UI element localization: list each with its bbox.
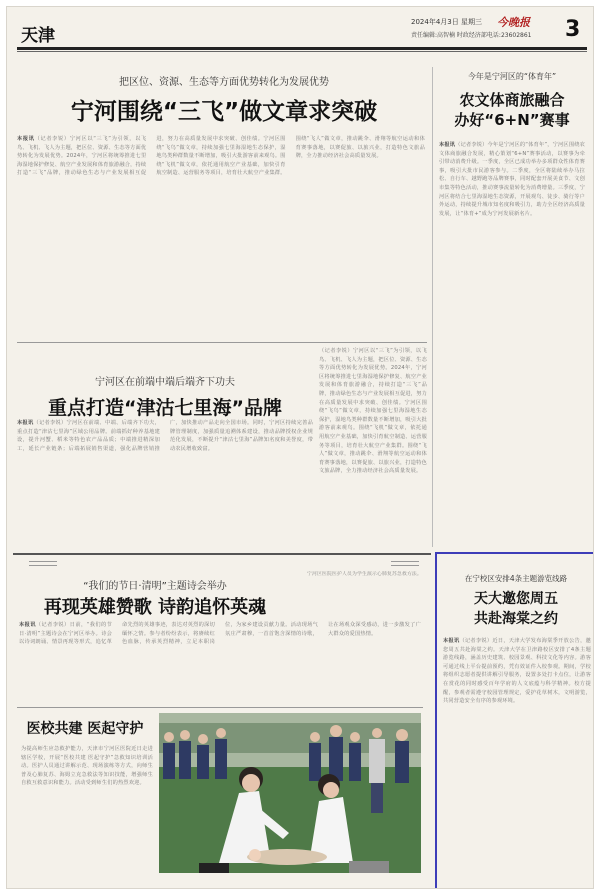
sidebar-headline-1: 农文体商旅融合 [459,91,565,109]
article2-text: （记者李锐）宁河区在前端、中端、后端齐下功夫，重点打造“津沽七里海”区域公用品牌。前端抓好种养基地建设，提升河蟹、稻米等特色农产品品质；中端推进精深加工，延长产业链条；后端拓展销售渠道，强化品牌营销推广，加快推动产品走向全国市场。同时，宁河区持续完善品牌管理制度，加强质量追溯体系建设，推动品牌授权企业规范化发展，不断提升“津沽七里海”品牌知名度和美誉度，带动农民增收致富。 [17,420,313,452]
sidebar-kicker: 今年是宁河区的“体育年” [467,72,557,81]
ornament-left [29,561,57,566]
highlight-body [443,637,591,887]
article3-text: （记者李锐）日前，“我们的节日·清明”主题诗会在宁河区举办。诗会以诗词朗诵、情景再现等形式，追忆革命先烈的英雄事迹，表达对英烈的深切缅怀之情。参与者纷纷表示，将赓续红色血脉，传承英烈精神，立足本职岗位，为家乡建设贡献力量。活动现场气氛庄严肃穆，一首首饱含深情的诗歌，让在场观众深受感动，进一步激发了广大群众的爱国热情。 [19,622,421,646]
highlight-headline-2: 共赴海棠之约 [474,611,558,627]
article2-body [17,419,313,547]
section-rule-3 [17,707,423,708]
photo-illustration [159,713,421,873]
newspaper-page [6,6,594,889]
section-rule-1 [17,342,427,343]
article3-kicker: “我们的节日·清明”主题诗会举办 [83,581,227,592]
issue-date: 2024年4月3日 星期三 [411,18,482,26]
highlight-headline-1: 天大邀您周五 [474,591,558,607]
sidebar-body [439,141,585,541]
article1-lead: 本报讯 [17,136,35,142]
page-number: 3 [565,17,581,42]
column-divider [432,67,433,547]
article2-lead: 本报讯 [17,420,34,426]
article1-headline: 宁河围绕“三飞”做文章求突破 [70,99,378,125]
highlight-lead: 本报讯 [443,638,460,644]
article1-kicker: 把区位、资源、生态等方面优势转化为发展优势 [119,77,329,88]
article4-body: 为提高师生应急救护能力，天津市宁河区医院近日走进辖区学校，开展“医校共建 医起守护”急救知识培训活动。医护人员通过讲解示范、现场演练等方式，向师生普及心肺复苏、海姆立克急救法等知识技能，增强师生自救互救意识和能力。活动受到师生们的热烈欢迎。 [21,746,153,787]
article4-headline: 医校共建 医起守护 [26,721,144,737]
cpr-training-photo [159,713,421,873]
article3-body [19,621,421,703]
section-rule-2 [13,553,431,555]
editor-line: 责任编辑:高智楠 时政经济部电话:23602861 [411,32,532,39]
ornament-right [391,561,419,566]
newspaper-logo: 今晚报 [497,16,530,29]
sidebar-lead: 本报讯 [439,142,456,148]
article3-headline: 再现英雄赞歌 诗韵追怀英魂 [43,597,267,618]
highlight-kicker: 在宁校区安排4条主题游览线路 [464,574,568,583]
masthead-rule [17,47,587,50]
article1-text-cont: （记者李锐）宁河区以“三飞”为引领，以飞鸟、飞机、飞人为主题，把区位、资源、生态等方面优势转化为发展优势。2024年，宁河区将统筹推进七里海湿地保护修复、航空产业发展和体育旅游融合，持续打造“三飞”品牌，推动绿色生态与产业发展相互促进，努力在高质量发展中求突破、创佳绩。宁河区围绕“飞鸟”做文章，持续加强七里海湿地生态保护，湿地鸟类种群数量不断增加，吸引大批游客前来观鸟。围绕“飞机”做文章，依托通用航空产业基础，加快引育航空制造、运营服务等项目，培育壮大航空产业集群。围绕“飞人”做文章，推动跳伞、滑翔等航空运动和体育赛事落地，以赛促旅、以旅兴业，打造特色文旅品牌，全力推动经济社会高质量发展。 [319,348,427,475]
article1-continuation [319,347,427,547]
sidebar-headline-2: 办好“6+N”赛事 [454,111,570,129]
article1-body [17,135,425,335]
masthead-rule-thin [17,51,587,52]
section-city: 天津 [21,26,55,46]
photo-caption: 宁河区医院医护人员为学生演示心肺复苏急救方法。 [307,572,422,577]
article3-lead: 本报讯 [19,622,36,628]
sidebar-text: （记者李锐）今年是宁河区的“体育年”，宁河区围绕农文体商旅融合发展，精心策划“6+N”赛事活动，以赛事为牵引带动消费升级。一季度，全区已成功举办多项群众性体育赛事，吸引大批市民游客参与。二季度，全区将陆续举办马拉松、自行车、越野跑等品牌赛事，同时配套开展美食节、文创市集等特色活动，推动赛事流量转化为消费增量。三季度，宁河区将结合七里海湿地生态资源，开展观鸟、徒步、骑行等户外运动，持续提升城市知名度和吸引力，助力全区经济高质量发展，让“体育+”成为宁河发展新名片。 [439,142,585,217]
highlight-text: （记者李锐）近日，天津大学发布海棠季开放公告，邀您周五共赴海棠之约。天津大学在卫津路校区安排了4条主题游览线路，涵盖历史建筑、校园景观、科技文化等内容。游客可通过线上平台提前预约，凭有效证件入校参观。期间，学校将组织志愿者提供讲解引导服务，设置多处打卡点位，让游客在赏花的同时感受百年学府的人文底蕴与科学精神。校方提醒，参观者需遵守校园管理规定，爱护花草树木，文明游览，共同营造安全有序的参观环境。 [443,638,591,705]
article2-kicker: 宁河区在前端中端后端齐下功夫 [95,377,235,388]
article2-headline: 重点打造“津沽七里海”品牌 [48,397,282,419]
article1-text: （记者李锐）宁河区以“三飞”为引领，以飞鸟、飞机、飞人为主题，把区位、资源、生态等方面优势转化为发展优势。2024年，宁河区将统筹推进七里海湿地保护修复、航空产业发展和体育旅游融合，持续打造“三飞”品牌，推动绿色生态与产业发展相互促进，努力在高质量发展中求突破、创佳绩。宁河区围绕“飞鸟”做文章，持续加强七里海湿地生态保护，湿地鸟类种群数量不断增加，吸引大批游客前来观鸟。围绕“飞机”做文章，依托通用航空产业基础，加快引育航空制造、运营服务等项目，培育壮大航空产业集群。围绕“飞人”做文章，推动跳伞、滑翔等航空运动和体育赛事落地，以赛促旅、以旅兴业，打造特色文旅品牌，全力推动经济社会高质量发展。 [17,136,425,177]
masthead [15,9,587,49]
